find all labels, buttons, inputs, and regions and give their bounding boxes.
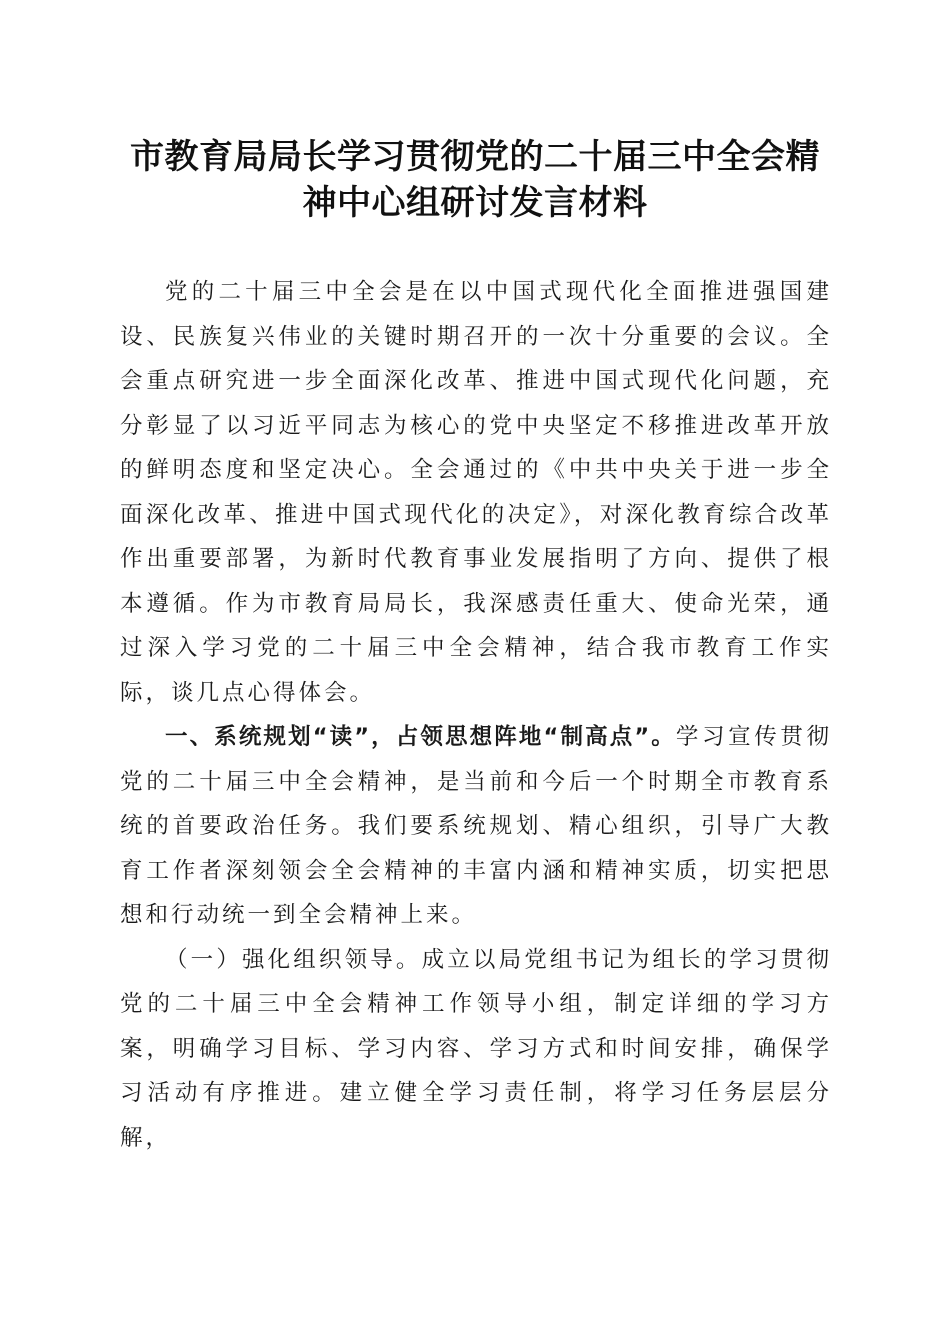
document-body [120,270,832,1160]
subsection-1-heading: （一）强化组织领导。 [165,946,422,973]
section-1-text: 学习宣传贯彻党的二十届三中全会精神，是当前和今后一个时期全市教育系统的首要政治任务。我们要系统规划、精心组织，引导广大教育工作者深刻领会全会精神的丰富内涵和精神实质，切实把思想和行动统一到全会精神上来。 [120,724,832,928]
intro-paragraph: 党的二十届三中全会是在以中国式现代化全面推进强国建设、民族复兴伟业的关键时期召开的一次十分重要的会议。全会重点研究进一步全面深化改革、推进中国式现代化问题，充分彰显了以习近平同志为核心的党中央坚定不移推进改革开放的鲜明态度和坚定决心。全会通过的《中共中央关于进一步全面深化改革、推进中国式现代化的决定》，对深化教育综合改革作出重要部署，为新时代教育事业发展指明了方向、提供了根本遵循。作为市教育局局长，我深感责任重大、使命光荣，通过深入学习党的二十届三中全会精神，结合我市教育工作实际，谈几点心得体会。 [120,279,832,706]
document-title [100,134,850,226]
title-line-2: 神中心组研讨发言材料 [302,183,648,223]
title-line-1: 市教育局局长学习贯彻党的二十届三中全会精 [130,137,820,177]
subsection-1-paragraph [120,938,832,1161]
subsection-1-text: 成立以局党组书记为组长的学习贯彻党的二十届三中全会精神工作领导小组，制定详细的学习方案，明确学习目标、学习内容、学习方式和时间安排，确保学习活动有序推进。建立健全学习责任制，将学习任务层层分解， [120,946,832,1151]
section-1-heading: 一、系统规划“读”，占领思想阵地“制高点”。 [165,724,676,750]
section-1-paragraph [120,715,832,938]
